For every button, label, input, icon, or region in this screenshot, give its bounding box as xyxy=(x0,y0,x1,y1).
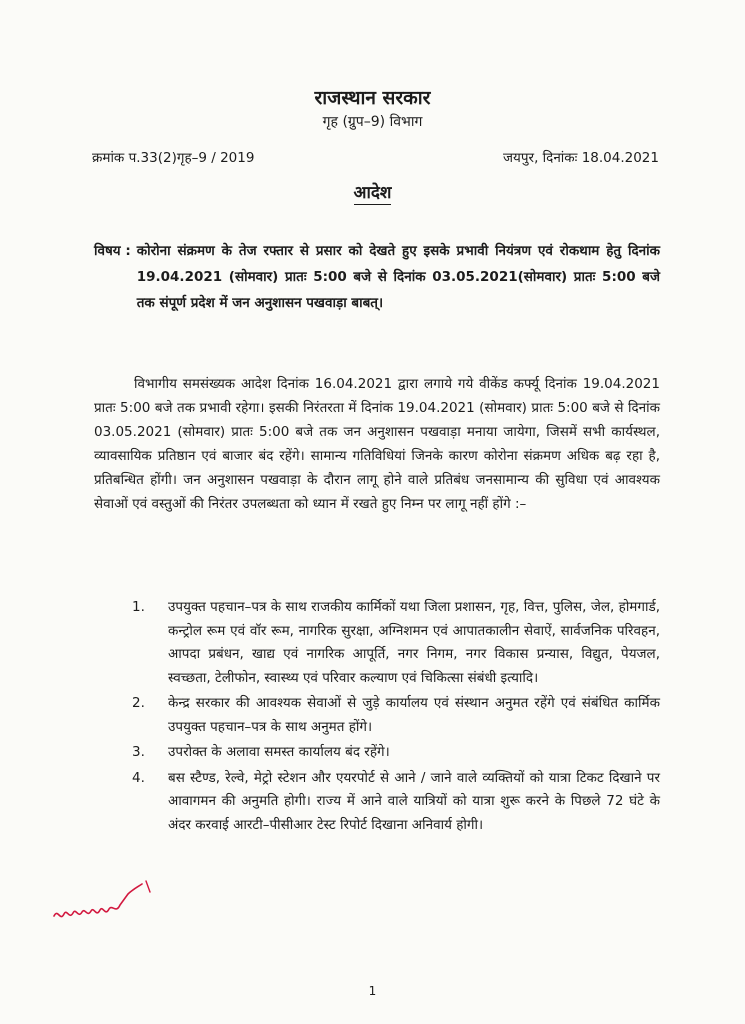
list-item xyxy=(132,596,660,690)
list-item-number: 2. xyxy=(132,695,145,711)
subject-text: कोरोना संक्रमण के तेज रफ्तार से प्रसार को देखते हुए इसके प्रभावी नियंत्रण एवं रोकथाम हेतु दिनांक 19.04.2021 (सोमवार) प्रातः 5:00 बजे से दिनांक 03.05.2021(सोमवार) प्रातः 5:00 बजे तक संपूर्ण प्रदेश में जन अनुशासन पखवाड़ा बाबत्। xyxy=(136,243,660,311)
list-item-text: उपरोक्त के अलावा समस्त कार्यालय बंद रहेंगे। xyxy=(168,744,390,760)
list-item-number: 3. xyxy=(132,744,145,760)
list-item xyxy=(132,741,660,765)
handwritten-signature xyxy=(50,878,160,928)
subject-block xyxy=(94,238,660,316)
list-item-text: बस स्टैण्ड, रेल्वे, मेट्रो स्टेशन और एयरपोर्ट से आने / जाने वाले व्यक्तियों को यात्रा टिकट दिखाने पर आवागमन की अनुमति होगी। राज्य में आने वाले यात्रियों को यात्रा शुरू करने के पिछले 72 घंटे के अंदर करवाई आरटी–पीसीआर टेस्ट रिपोर्ट दिखाना अनिवार्य होगी। xyxy=(168,769,660,833)
exemption-list xyxy=(132,596,660,839)
list-item-text: केन्द्र सरकार की आवश्यक सेवाओं से जुड़े कार्यालय एवं संस्थान अनुमत रहेंगे एवं संबंधित कार्मिक उपयुक्त पहचान–पत्र के साथ अनुमत होंगे। xyxy=(168,695,660,735)
page-number: 1 xyxy=(368,984,377,998)
list-item xyxy=(132,692,660,739)
government-title: राजस्थान सरकार xyxy=(314,87,431,109)
list-item-number: 1. xyxy=(132,599,145,615)
subject-label: विषय : xyxy=(94,243,131,259)
list-item-number: 4. xyxy=(132,769,145,786)
place-and-date: जयपुर, दिनांकः 18.04.2021 xyxy=(503,150,659,166)
department-name: गृह (ग्रुप–9) विभाग xyxy=(322,114,423,130)
heading-text: आदेश xyxy=(353,183,392,203)
list-item-text: उपयुक्त पहचान–पत्र के साथ राजकीय कार्मिकों यथा जिला प्रशासन, गृह, वित्त, पुलिस, जेल, होमगार्ड, कन्ट्रोल रूम एवं वॉर रूम, नागरिक सुरक्षा, अग्निशमन एवं आपातकालीन सेवाऐं, सार्वजनिक परिवहन, आपदा प्रबंधन, खाद्य एवं नागरिक आपूर्ति, नगर निगम, नगर विकास प्रन्यास, विद्युत, पेयजल, स्वच्छता, टेलीफोन, स्वास्थ्य एवं परिवार कल्याण एवं चिकित्सा संबंधी इत्यादि। xyxy=(168,599,660,686)
list-item xyxy=(132,767,660,838)
order-number: क्रमांक प.33(2)गृह–9 / 2019 xyxy=(92,150,255,166)
body-paragraph: विभागीय समसंख्यक आदेश दिनांक 16.04.2021 द्वारा लगाये गये वीकेंड कर्फ्यू दिनांक 19.04.2021 प्रातः 5:00 बजे तक प्रभावी रहेगा। इसकी निरंतरता में दिनांक 19.04.2021 (सोमवार) प्रातः 5:00 बजे से दिनांक 03.05.2021 (सोमवार) प्रातः 5:00 बजे तक जन अनुशासन पखवाड़ा मनाया जायेगा, जिसमें सभी कार्यस्थल, व्यावसायिक प्रतिष्ठान एवं बाजार बंद रहेंगे। सामान्य गतिविधियां जिनके कारण कोरोना संक्रमण अधिक बढ़ रहा है, प्रतिबन्धित होंगी। जन अनुशासन पखवाड़ा के दौरान लागू होने वाले प्रतिबंध जनसामान्य की सुविधा एवं आवश्यक सेवाओं एवं वस्तुओं की निरंतर उपलब्धता को ध्यान में रखते हुए निम्न पर लागू नहीं होंगे :– xyxy=(94,376,660,512)
document-heading xyxy=(0,180,745,203)
